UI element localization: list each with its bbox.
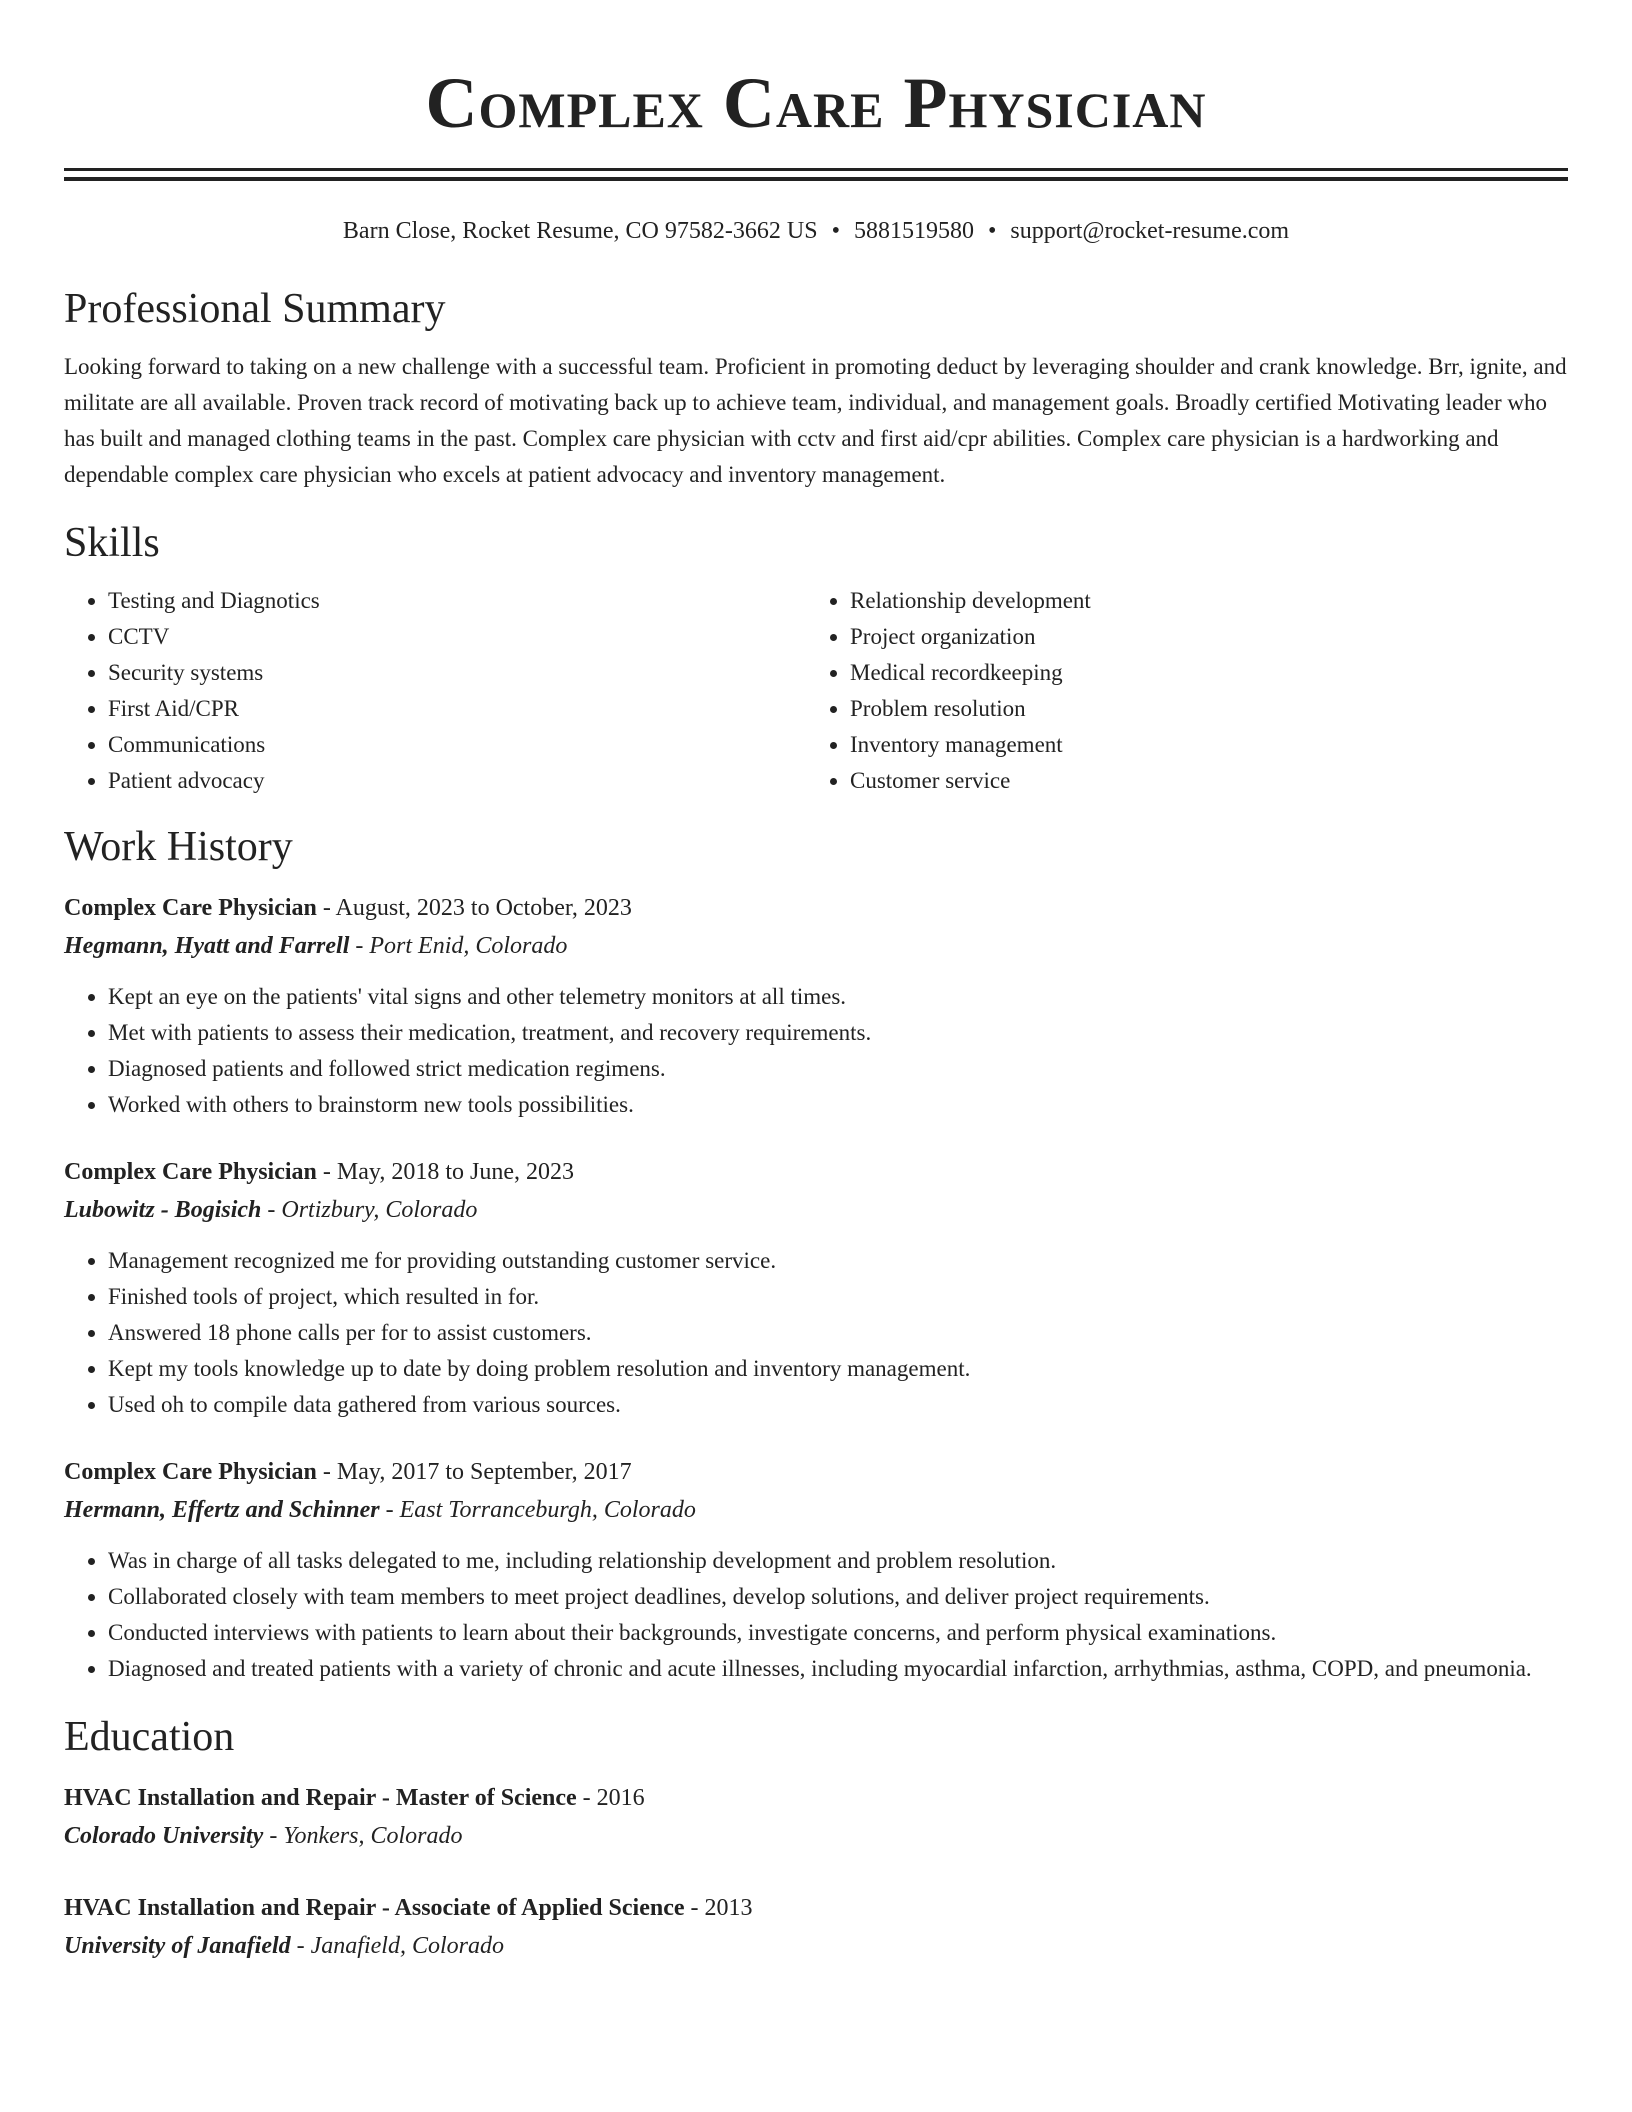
education-degree: HVAC Installation and Repair - Master of Science xyxy=(64,1785,577,1811)
job-title-line xyxy=(64,1453,1568,1491)
skills-heading: Skills xyxy=(64,520,160,566)
job-title-line xyxy=(64,889,1568,927)
contact-phone: 5881519580 xyxy=(853,218,974,244)
education-heading: Education xyxy=(64,1714,235,1760)
header-divider-thin xyxy=(64,168,1568,171)
job-bullets xyxy=(64,1243,1568,1423)
job-bullet: • Used oh to compile data gathered from various sources. xyxy=(108,1387,1568,1423)
skills-column-right xyxy=(806,583,1548,799)
summary-heading: Professional Summary xyxy=(64,286,446,332)
resume-title: Complex Care Physician xyxy=(425,63,1207,143)
job-bullet: • Was in charge of all tasks delegated to me, including relationship development and problem resolution. xyxy=(108,1543,1568,1579)
education-school: Colorado University xyxy=(64,1823,264,1849)
job-bullet: • Diagnosed patients and followed strict medication regimens. xyxy=(108,1051,1568,1087)
job-location: - Ortizbury, Colorado xyxy=(267,1197,478,1223)
job-bullet: • Kept an eye on the patients' vital signs and other telemetry monitors at all times. xyxy=(108,979,1568,1015)
resume-page xyxy=(64,0,1568,1965)
skill-item: • Customer service xyxy=(850,763,1548,799)
skill-item: • Relationship development xyxy=(850,583,1548,619)
skill-item: • Inventory management xyxy=(850,727,1548,763)
skill-item: • Security systems xyxy=(108,655,806,691)
job-title-line xyxy=(64,1153,1568,1191)
education-school-line xyxy=(64,1817,1568,1855)
skill-item: • Communications xyxy=(108,727,806,763)
job-location: - Port Enid, Colorado xyxy=(355,933,568,959)
contact-line xyxy=(64,215,1568,247)
job-entry xyxy=(64,1453,1568,1687)
skills-column-left xyxy=(64,583,806,799)
job-bullets xyxy=(64,1543,1568,1687)
job-entry xyxy=(64,1153,1568,1423)
contact-address: Barn Close, Rocket Resume, CO 97582-3662 US xyxy=(342,218,818,244)
skill-item: • Problem resolution xyxy=(850,691,1548,727)
job-company: Hegmann, Hyatt and Farrell xyxy=(64,933,350,959)
skill-item: • Testing and Diagnotics xyxy=(108,583,806,619)
education-school-line xyxy=(64,1927,1568,1965)
job-bullet: • Answered 18 phone calls per for to assist customers. xyxy=(108,1315,1568,1351)
job-title: Complex Care Physician xyxy=(64,1459,317,1485)
education-entry xyxy=(64,1889,1568,1965)
education-school: University of Janafield xyxy=(64,1933,291,1959)
job-bullet: • Kept my tools knowledge up to date by doing problem resolution and inventory management. xyxy=(108,1351,1568,1387)
job-bullet: • Conducted interviews with patients to learn about their backgrounds, investigate concerns, and perform physical examinations. xyxy=(108,1615,1568,1651)
skill-item: • Patient advocacy xyxy=(108,763,806,799)
job-bullet: • Diagnosed and treated patients with a variety of chronic and acute illnesses, including myocardial infarction, arrhythmias, asthma, COPD, and pneumonia. xyxy=(108,1651,1568,1687)
education-location: - Yonkers, Colorado xyxy=(269,1823,463,1849)
summary-text: Looking forward to taking on a new challenge with a successful team. Proficient in promoting deduct by leveraging shoulder and crank knowledge. Brr, ignite, and militate are all available. Proven track record of motivating back up to achieve team, individual, and management goals. Broadly certified Motivating leader who has built and managed clothing teams in the past. Complex care physician with cctv and first aid/cpr abilities. Complex care physician is a hardworking and dependable complex care physician who excels at patient advocacy and inventory management. xyxy=(64,354,1567,487)
education-year: - 2013 xyxy=(690,1895,753,1921)
job-bullet: • Management recognized me for providing outstanding customer service. xyxy=(108,1243,1568,1279)
contact-separator: • xyxy=(987,218,997,244)
job-company-line xyxy=(64,927,1568,965)
contact-email: support@rocket-resume.com xyxy=(1010,218,1290,244)
education-degree: HVAC Installation and Repair - Associate of Applied Science xyxy=(64,1895,685,1921)
job-company-line xyxy=(64,1491,1568,1529)
education-degree-line xyxy=(64,1889,1568,1927)
job-bullets xyxy=(64,979,1568,1123)
skill-item: • Medical recordkeeping xyxy=(850,655,1548,691)
skill-item: • Project organization xyxy=(850,619,1548,655)
education-degree-line xyxy=(64,1779,1568,1817)
job-bullet: • Collaborated closely with team members to meet project deadlines, develop solutions, and deliver project requirements. xyxy=(108,1579,1568,1615)
education-year: - 2016 xyxy=(582,1785,645,1811)
contact-separator: • xyxy=(831,218,840,244)
job-entry xyxy=(64,889,1568,1123)
job-bullet: • Met with patients to assess their medication, treatment, and recovery requirements. xyxy=(108,1015,1568,1051)
skill-item: • First Aid/CPR xyxy=(108,691,806,727)
job-company: Hermann, Effertz and Schinner xyxy=(64,1497,380,1523)
job-bullet: • Worked with others to brainstorm new tools possibilities. xyxy=(108,1087,1568,1123)
job-title: Complex Care Physician xyxy=(64,895,317,921)
job-bullet: • Finished tools of project, which resulted in for. xyxy=(108,1279,1568,1315)
job-dates: - May, 2018 to June, 2023 xyxy=(322,1159,574,1185)
job-location: - East Torranceburgh, Colorado xyxy=(385,1497,696,1523)
skills-list xyxy=(64,583,1568,799)
job-title: Complex Care Physician xyxy=(64,1159,317,1185)
skill-item: • CCTV xyxy=(108,619,806,655)
work-history-heading: Work History xyxy=(64,824,293,870)
job-dates: - May, 2017 to September, 2017 xyxy=(322,1459,632,1485)
job-company: Lubowitz - Bogisich xyxy=(64,1197,262,1223)
job-company-line xyxy=(64,1191,1568,1229)
job-dates: - August, 2023 to October, 2023 xyxy=(322,895,632,921)
education-location: - Janafield, Colorado xyxy=(296,1933,504,1959)
header-divider-thick xyxy=(64,177,1568,181)
education-entry xyxy=(64,1779,1568,1855)
